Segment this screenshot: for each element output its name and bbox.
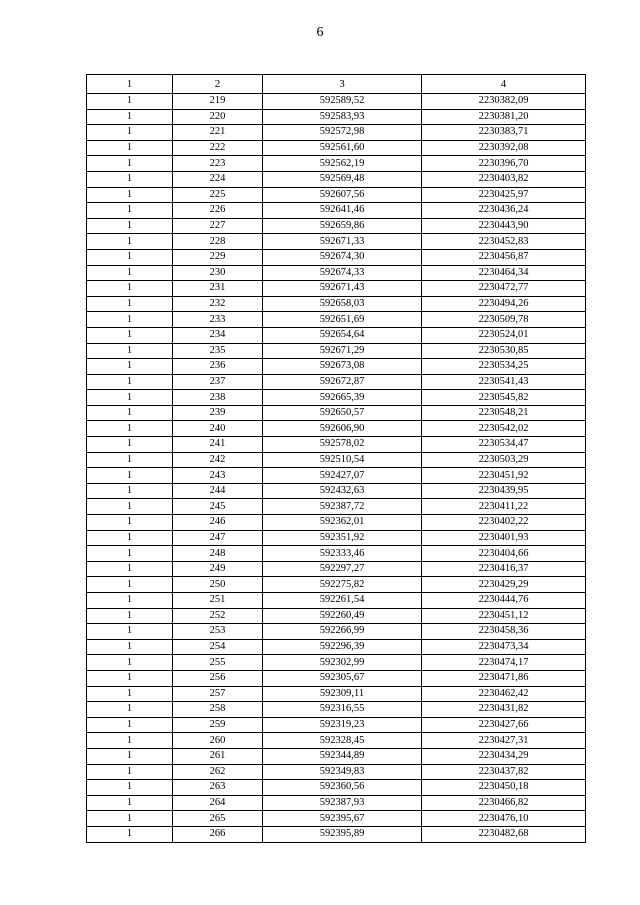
table-cell-col-4: 2230396,70 [422,156,586,172]
table-cell-col-4: 2230534,47 [422,437,586,453]
table-cell-col-3: 592297,27 [263,561,422,577]
table-cell-col-4: 2230381,20 [422,109,586,125]
table-row [87,187,586,203]
table-cell-col-1: 1 [87,187,173,203]
table-row [87,281,586,297]
table-row [87,234,586,250]
table-cell-col-2: 248 [173,546,263,562]
table-header-row [87,75,586,94]
table-cell-col-1: 1 [87,826,173,842]
table-row [87,125,586,141]
table-cell-col-4: 2230437,82 [422,764,586,780]
table-cell-col-1: 1 [87,390,173,406]
table-cell-col-1: 1 [87,499,173,515]
table-cell-col-4: 2230382,09 [422,94,586,110]
table-cell-col-3: 592607,56 [263,187,422,203]
table-cell-col-3: 592674,33 [263,265,422,281]
table-row [87,312,586,328]
table-cell-col-3: 592395,89 [263,826,422,842]
table-cell-col-3: 592641,46 [263,203,422,219]
table-row [87,94,586,110]
table-cell-col-3: 592583,93 [263,109,422,125]
table-cell-col-4: 2230443,90 [422,218,586,234]
table-cell-col-2: 231 [173,281,263,297]
table-row [87,811,586,827]
column-header-2: 2 [173,75,263,94]
table-cell-col-4: 2230503,29 [422,452,586,468]
table-cell-col-3: 592654,64 [263,327,422,343]
table-cell-col-3: 592266,99 [263,624,422,640]
table-cell-col-4: 2230545,82 [422,390,586,406]
table-row [87,265,586,281]
table-cell-col-1: 1 [87,421,173,437]
table-cell-col-2: 264 [173,795,263,811]
table-cell-col-4: 2230472,77 [422,281,586,297]
table-cell-col-3: 592658,03 [263,296,422,312]
table-cell-col-3: 592261,54 [263,593,422,609]
table-cell-col-3: 592673,08 [263,359,422,375]
table-row [87,717,586,733]
table-cell-col-4: 2230476,10 [422,811,586,827]
table-cell-col-3: 592674,30 [263,249,422,265]
table-row [87,670,586,686]
table-cell-col-1: 1 [87,530,173,546]
table-cell-col-4: 2230458,36 [422,624,586,640]
table-cell-col-1: 1 [87,281,173,297]
table-row [87,437,586,453]
table-cell-col-2: 229 [173,249,263,265]
table-cell-col-3: 592665,39 [263,390,422,406]
table-cell-col-4: 2230482,68 [422,826,586,842]
table-cell-col-1: 1 [87,94,173,110]
table-cell-col-2: 256 [173,670,263,686]
table-cell-col-3: 592561,60 [263,140,422,156]
table-cell-col-4: 2230473,34 [422,639,586,655]
table-cell-col-4: 2230530,85 [422,343,586,359]
table-cell-col-2: 238 [173,390,263,406]
table-cell-col-3: 592432,63 [263,483,422,499]
table-cell-col-1: 1 [87,437,173,453]
table-cell-col-3: 592349,83 [263,764,422,780]
table-cell-col-4: 2230431,82 [422,702,586,718]
table-cell-col-3: 592302,99 [263,655,422,671]
table-cell-col-4: 2230429,29 [422,577,586,593]
table-row [87,826,586,842]
table-cell-col-1: 1 [87,312,173,328]
table-cell-col-1: 1 [87,171,173,187]
table-cell-col-2: 249 [173,561,263,577]
table-row [87,530,586,546]
table-cell-col-1: 1 [87,811,173,827]
table-cell-col-3: 592351,92 [263,530,422,546]
table-cell-col-4: 2230509,78 [422,312,586,328]
table-cell-col-1: 1 [87,109,173,125]
table-cell-col-3: 592333,46 [263,546,422,562]
table-cell-col-4: 2230494,26 [422,296,586,312]
table-cell-col-1: 1 [87,452,173,468]
table-cell-col-1: 1 [87,608,173,624]
table-cell-col-1: 1 [87,515,173,531]
table-cell-col-4: 2230434,29 [422,748,586,764]
table-cell-col-1: 1 [87,748,173,764]
table-cell-col-4: 2230451,12 [422,608,586,624]
table-cell-col-2: 235 [173,343,263,359]
table-cell-col-2: 223 [173,156,263,172]
table-row [87,171,586,187]
table-cell-col-4: 2230548,21 [422,405,586,421]
table-row [87,359,586,375]
table-cell-col-4: 2230452,83 [422,234,586,250]
table-cell-col-4: 2230534,25 [422,359,586,375]
table-cell-col-1: 1 [87,483,173,499]
table-cell-col-1: 1 [87,405,173,421]
table-cell-col-1: 1 [87,717,173,733]
table-cell-col-3: 592650,57 [263,405,422,421]
table-cell-col-3: 592672,87 [263,374,422,390]
table-cell-col-2: 227 [173,218,263,234]
table-cell-col-2: 228 [173,234,263,250]
table-row [87,795,586,811]
table-cell-col-2: 259 [173,717,263,733]
table-cell-col-4: 2230474,17 [422,655,586,671]
table-cell-col-4: 2230427,31 [422,733,586,749]
table-row [87,156,586,172]
table-cell-col-1: 1 [87,733,173,749]
table-row [87,218,586,234]
table-cell-col-2: 222 [173,140,263,156]
table-cell-col-2: 245 [173,499,263,515]
table-cell-col-1: 1 [87,561,173,577]
table-cell-col-2: 243 [173,468,263,484]
table-cell-col-3: 592578,02 [263,437,422,453]
table-cell-col-2: 220 [173,109,263,125]
table-body [87,94,586,843]
table-cell-col-4: 2230392,08 [422,140,586,156]
table-cell-col-2: 224 [173,171,263,187]
table-row [87,390,586,406]
table-cell-col-2: 242 [173,452,263,468]
table-cell-col-1: 1 [87,686,173,702]
table-cell-col-1: 1 [87,546,173,562]
table-cell-col-3: 592671,43 [263,281,422,297]
table-cell-col-2: 265 [173,811,263,827]
table-cell-col-1: 1 [87,577,173,593]
table-cell-col-1: 1 [87,343,173,359]
table-row [87,140,586,156]
table-cell-col-1: 1 [87,702,173,718]
table-row [87,733,586,749]
table-cell-col-1: 1 [87,203,173,219]
table-cell-col-1: 1 [87,218,173,234]
table-cell-col-3: 592387,72 [263,499,422,515]
table-cell-col-1: 1 [87,327,173,343]
table-cell-col-1: 1 [87,593,173,609]
table-row [87,109,586,125]
table-cell-col-4: 2230403,82 [422,171,586,187]
table-cell-col-2: 257 [173,686,263,702]
table-row [87,405,586,421]
table-cell-col-3: 592275,82 [263,577,422,593]
table-row [87,561,586,577]
table-row [87,546,586,562]
table-cell-col-3: 592427,07 [263,468,422,484]
table-cell-col-2: 246 [173,515,263,531]
table-row [87,748,586,764]
table-cell-col-4: 2230451,92 [422,468,586,484]
table-cell-col-3: 592671,33 [263,234,422,250]
table-cell-col-1: 1 [87,374,173,390]
table-cell-col-2: 261 [173,748,263,764]
table-cell-col-1: 1 [87,359,173,375]
table-cell-col-2: 247 [173,530,263,546]
table-cell-col-4: 2230439,95 [422,483,586,499]
table-row [87,421,586,437]
table-cell-col-1: 1 [87,156,173,172]
table-cell-col-1: 1 [87,780,173,796]
table-cell-col-4: 2230411,22 [422,499,586,515]
table-cell-col-4: 2230401,93 [422,530,586,546]
table-cell-col-4: 2230436,24 [422,203,586,219]
table-row [87,655,586,671]
table-cell-col-2: 234 [173,327,263,343]
table-row [87,452,586,468]
table-cell-col-3: 592296,39 [263,639,422,655]
table-cell-col-1: 1 [87,639,173,655]
table-cell-col-3: 592562,19 [263,156,422,172]
table-row [87,249,586,265]
table-cell-col-1: 1 [87,140,173,156]
table-cell-col-1: 1 [87,234,173,250]
table-cell-col-3: 592309,11 [263,686,422,702]
table-cell-col-1: 1 [87,265,173,281]
table-row [87,327,586,343]
table-cell-col-3: 592316,55 [263,702,422,718]
table-row [87,483,586,499]
column-header-3: 3 [263,75,422,94]
column-header-1: 1 [87,75,173,94]
table-cell-col-2: 255 [173,655,263,671]
table-cell-col-4: 2230542,02 [422,421,586,437]
table-cell-col-4: 2230471,86 [422,670,586,686]
table-cell-col-2: 219 [173,94,263,110]
table-cell-col-2: 221 [173,125,263,141]
table-cell-col-1: 1 [87,764,173,780]
table-cell-col-3: 592319,23 [263,717,422,733]
table-cell-col-3: 592344,89 [263,748,422,764]
table-row [87,593,586,609]
table-cell-col-2: 239 [173,405,263,421]
table-cell-col-2: 258 [173,702,263,718]
table-cell-col-2: 254 [173,639,263,655]
table-cell-col-4: 2230541,43 [422,374,586,390]
table-cell-col-2: 225 [173,187,263,203]
table-cell-col-3: 592589,52 [263,94,422,110]
table-row [87,764,586,780]
table-cell-col-1: 1 [87,125,173,141]
table-cell-col-2: 253 [173,624,263,640]
table-row [87,780,586,796]
table-cell-col-4: 2230416,37 [422,561,586,577]
table-row [87,499,586,515]
table-cell-col-3: 592260,49 [263,608,422,624]
table-cell-col-2: 226 [173,203,263,219]
table-cell-col-2: 236 [173,359,263,375]
table-cell-col-1: 1 [87,468,173,484]
table-cell-col-2: 244 [173,483,263,499]
table-cell-col-2: 230 [173,265,263,281]
table-row [87,468,586,484]
table-cell-col-2: 250 [173,577,263,593]
table-cell-col-3: 592395,67 [263,811,422,827]
table-cell-col-4: 2230425,97 [422,187,586,203]
table-cell-col-4: 2230524,01 [422,327,586,343]
table-cell-col-1: 1 [87,795,173,811]
table-cell-col-2: 241 [173,437,263,453]
table-row [87,577,586,593]
table-cell-col-3: 592360,56 [263,780,422,796]
table-cell-col-3: 592387,93 [263,795,422,811]
coordinates-table [86,74,586,843]
table-row [87,374,586,390]
table-cell-col-3: 592328,45 [263,733,422,749]
table-cell-col-2: 262 [173,764,263,780]
table-cell-col-4: 2230383,71 [422,125,586,141]
page-number: 6 [316,25,324,40]
table-cell-col-3: 592362,01 [263,515,422,531]
table-cell-col-4: 2230456,87 [422,249,586,265]
table-cell-col-3: 592671,29 [263,343,422,359]
column-header-4: 4 [422,75,586,94]
table-cell-col-2: 263 [173,780,263,796]
table-cell-col-3: 592659,86 [263,218,422,234]
table-row [87,686,586,702]
table-cell-col-2: 266 [173,826,263,842]
table-cell-col-2: 260 [173,733,263,749]
table-cell-col-2: 237 [173,374,263,390]
table-cell-col-4: 2230466,82 [422,795,586,811]
table-row [87,639,586,655]
table-cell-col-1: 1 [87,249,173,265]
table-cell-col-3: 592572,98 [263,125,422,141]
table-cell-col-2: 240 [173,421,263,437]
table-cell-col-4: 2230450,18 [422,780,586,796]
table-row [87,343,586,359]
table-cell-col-1: 1 [87,296,173,312]
table-cell-col-3: 592651,69 [263,312,422,328]
table-cell-col-4: 2230404,66 [422,546,586,562]
table-cell-col-4: 2230464,34 [422,265,586,281]
table-cell-col-2: 252 [173,608,263,624]
table-row [87,624,586,640]
table-cell-col-1: 1 [87,670,173,686]
table-cell-col-4: 2230402,22 [422,515,586,531]
table-cell-col-3: 592510,54 [263,452,422,468]
table-cell-col-3: 592305,67 [263,670,422,686]
table-row [87,702,586,718]
table-row [87,608,586,624]
table-cell-col-1: 1 [87,624,173,640]
table-cell-col-4: 2230444,76 [422,593,586,609]
table-cell-col-2: 233 [173,312,263,328]
table-cell-col-2: 232 [173,296,263,312]
table-cell-col-1: 1 [87,655,173,671]
table-row [87,515,586,531]
table-cell-col-3: 592606,90 [263,421,422,437]
table-row [87,296,586,312]
table-cell-col-2: 251 [173,593,263,609]
table-cell-col-3: 592569,48 [263,171,422,187]
table-row [87,203,586,219]
table-cell-col-4: 2230427,66 [422,717,586,733]
table-cell-col-4: 2230462,42 [422,686,586,702]
